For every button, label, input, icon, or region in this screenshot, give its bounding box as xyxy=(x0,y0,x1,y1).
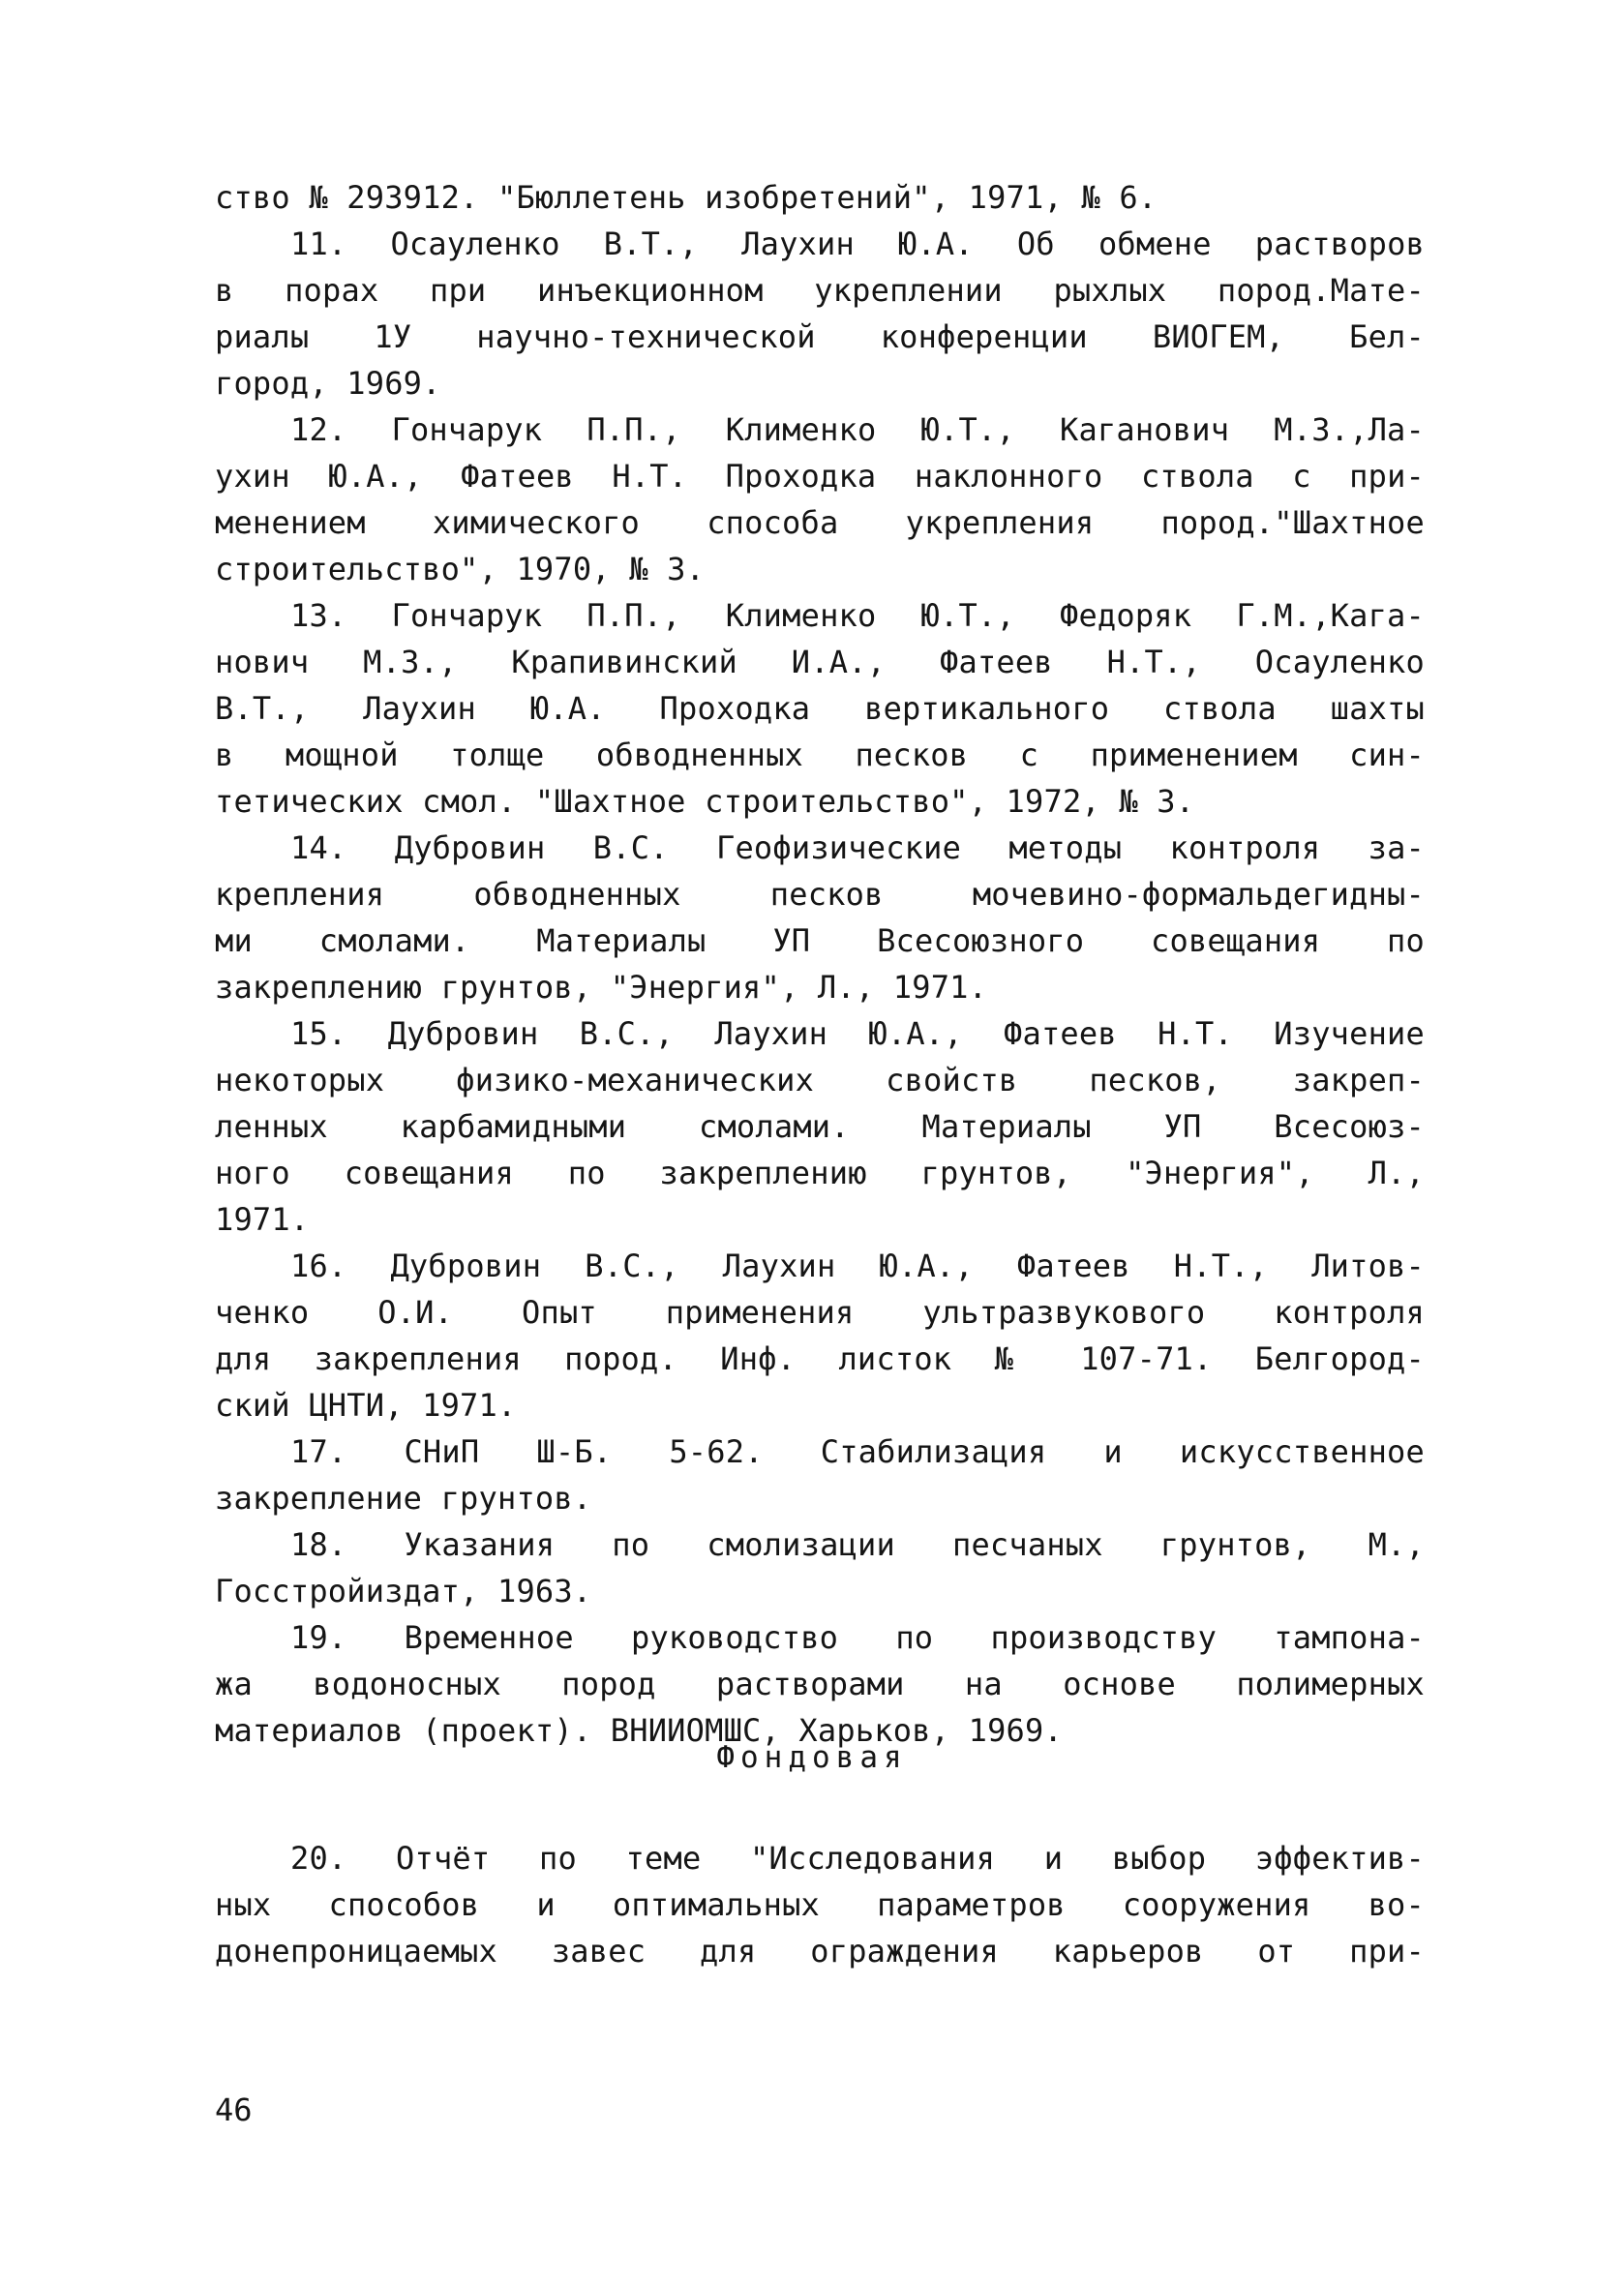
page-number: 46 xyxy=(215,2091,253,2128)
text-line: ченко О.И. Опыт применения ультразвукового контроля xyxy=(215,1294,1425,1331)
text-line: риалы 1У научно-технической конференции ВИОГЕМ, Бел- xyxy=(215,318,1425,355)
text-line: В.Т., Лаухин Ю.А. Проходка вертикального ствола шахты xyxy=(215,690,1425,727)
text-line: 13. Гончарук П.П., Клименко Ю.Т., Федоряк Г.М.,Кага- xyxy=(290,597,1425,634)
text-line: 12. Гончарук П.П., Клименко Ю.Т., Каганович М.З.,Ла- xyxy=(290,411,1425,448)
text-line: нович М.З., Крапивинский И.А., Фатеев Н.Т., Осауленко xyxy=(215,644,1425,680)
text-line: строительство", 1970, № 3. xyxy=(215,551,706,587)
text-line: в мощной толще обводненных песков с применением син- xyxy=(215,737,1425,773)
text-line: 18. Указания по смолизации песчаных грунтов, М., xyxy=(290,1526,1425,1563)
text-line: 19. Временное руководство по производству тампона- xyxy=(290,1619,1425,1656)
text-line: 17. СНиП Ш-Б. 5-62. Стабилизация и искусственное xyxy=(290,1433,1425,1470)
text-line: 16. Дубровин В.С., Лаухин Ю.А., Фатеев Н.Т., Литов- xyxy=(290,1248,1425,1284)
text-line: 15. Дубровин В.С., Лаухин Ю.А., Фатеев Н.Т. Изучение xyxy=(290,1015,1425,1052)
text-line: ухин Ю.А., Фатеев Н.Т. Проходка наклонного ствола с при- xyxy=(215,458,1425,495)
text-line: тетических смол. "Шахтное строительство", 1972, № 3. xyxy=(215,783,1195,820)
text-line: жа водоносных пород растворами на основе полимерных xyxy=(215,1666,1425,1702)
references-list-continued xyxy=(215,1835,1425,1974)
text-line: ленных карбамидными смолами. Материалы УП Всесоюз- xyxy=(215,1108,1425,1145)
text-line: для закрепления пород. Инф. листок № 107-71. Белгород- xyxy=(215,1340,1425,1377)
text-line: ных способов и оптимальных параметров сооружения во- xyxy=(215,1886,1425,1923)
text-line: материалов (проект). ВНИИОМШС, Харьков, 1969. xyxy=(215,1712,1063,1749)
text-line: ство № 293912. "Бюллетень изобретений", 1971, № 6. xyxy=(215,179,1158,216)
text-line: 20. Отчёт по теме "Исследования и выбор эффектив- xyxy=(290,1840,1425,1877)
text-line: 11. Осауленко В.Т., Лаухин Ю.А. Об обмене растворов xyxy=(290,226,1425,262)
text-line: донепроницаемых завес для ограждения карьеров от при- xyxy=(215,1933,1425,1970)
text-line: город, 1969. xyxy=(215,365,441,402)
text-line: ский ЦНТИ, 1971. xyxy=(215,1387,517,1424)
text-line: крепления обводненных песков мочевино-формальдегидны- xyxy=(215,876,1425,913)
text-line: ми смолами. Материалы УП Всесоюзного совещания по xyxy=(215,922,1425,959)
text-line: некоторых физико-механических свойств песков, закреп- xyxy=(215,1062,1425,1098)
text-line: закрепление грунтов. xyxy=(215,1480,592,1517)
references-list xyxy=(215,174,1425,1754)
text-line: 1971. xyxy=(215,1201,310,1238)
text-line: Госстройиздат, 1963. xyxy=(215,1573,592,1609)
text-line: менением химического способа укрепления пород."Шахтное xyxy=(215,504,1425,541)
text-line: ного совещания по закреплению грунтов, "Энергия", Л., xyxy=(215,1155,1425,1191)
text-line: в порах при инъекционном укреплении рыхлых пород.Мате- xyxy=(215,272,1425,309)
text-line: 14. Дубровин В.С. Геофизические методы контроля за- xyxy=(290,829,1425,866)
text-line: закреплению грунтов, "Энергия", Л., 1971. xyxy=(215,969,988,1006)
section-heading: Фондовая xyxy=(716,1740,908,1775)
